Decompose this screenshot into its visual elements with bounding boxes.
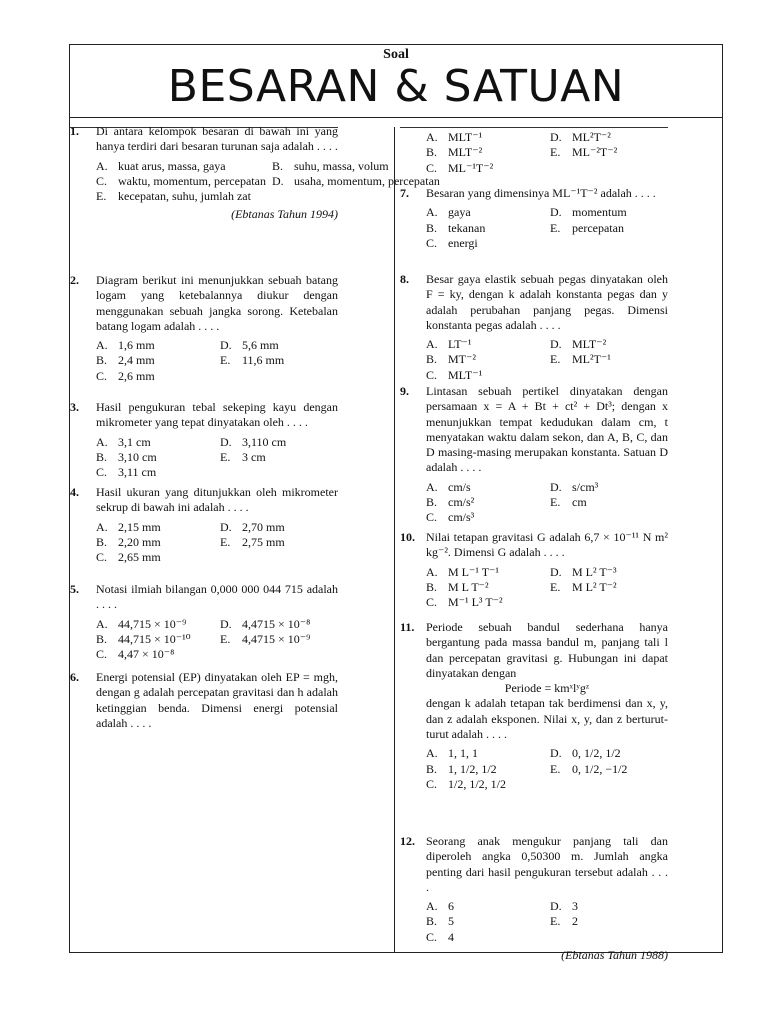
question-source: (Ebtanas Tahun 1988) <box>561 948 668 963</box>
answer-options <box>96 338 338 384</box>
option-letter: C. <box>96 173 108 188</box>
option-letter: B. <box>271 158 283 173</box>
option-letter: B. <box>96 353 108 368</box>
answer-option <box>96 353 214 368</box>
option-text: waktu, momentum, percepatan <box>118 173 266 188</box>
option-text: M⁻¹ L³ T⁻² <box>448 595 503 610</box>
option-letter: D. <box>550 746 562 761</box>
option-letter: E. <box>220 534 231 549</box>
question-item <box>70 582 338 662</box>
option-text: 1,6 mm <box>118 338 155 353</box>
question-item <box>70 124 440 223</box>
option-letter: E. <box>220 449 231 464</box>
question-item <box>400 384 668 526</box>
answer-option <box>220 520 338 535</box>
answer-option <box>550 899 668 914</box>
answer-options <box>426 205 668 251</box>
option-text: cm/s³ <box>448 510 475 525</box>
option-letter: B. <box>426 579 438 594</box>
answer-option <box>550 480 668 495</box>
question-item <box>400 186 668 251</box>
option-text: 2 <box>572 914 578 929</box>
option-letter: A. <box>426 205 438 220</box>
option-text: 0, 1/2, 1/2 <box>572 746 621 761</box>
question-number: 11. <box>400 620 415 634</box>
option-text: LT⁻¹ <box>448 337 472 352</box>
option-letter: B. <box>426 495 438 510</box>
option-text: 5,6 mm <box>242 338 279 353</box>
answer-option <box>426 746 544 761</box>
option-text: cm/s <box>448 479 471 494</box>
option-letter: E. <box>550 914 561 929</box>
option-text: MLT⁻¹ <box>448 130 483 144</box>
option-letter: B. <box>96 534 108 549</box>
answer-option <box>550 565 668 580</box>
answer-option <box>550 145 668 160</box>
question-item <box>70 273 338 384</box>
option-letter: D. <box>271 173 284 188</box>
option-text: 1, 1, 1 <box>448 746 478 761</box>
question-item <box>400 620 668 792</box>
answer-options <box>426 480 668 526</box>
question-number: 4. <box>70 485 79 499</box>
answer-option <box>96 535 214 550</box>
option-letter: C. <box>96 465 108 480</box>
question-text: Hasil ukuran yang ditunjukkan oleh mikrometer sekrup di bawah ini adalah . . . . <box>96 485 338 515</box>
option-text: 2,75 mm <box>242 534 285 549</box>
option-text: ML⁻¹T⁻² <box>448 160 494 175</box>
answer-option <box>426 777 544 792</box>
question-number: 7. <box>400 186 409 200</box>
answer-option <box>96 189 266 204</box>
option-letter: B. <box>426 914 438 929</box>
option-text: 2,4 mm <box>118 353 155 368</box>
question-item <box>400 834 668 963</box>
option-letter: E. <box>550 579 561 594</box>
option-letter: E. <box>550 352 561 367</box>
answer-option <box>426 762 544 777</box>
option-text: MT⁻² <box>448 352 476 367</box>
option-letter: D. <box>220 434 232 449</box>
option-text: 3,10 cm <box>118 449 157 464</box>
option-letter: B. <box>426 761 438 776</box>
answer-option <box>426 899 544 914</box>
option-letter: B. <box>426 352 438 367</box>
answer-option <box>96 647 214 662</box>
option-letter: B. <box>96 449 108 464</box>
option-letter: B. <box>426 220 438 235</box>
page-title: BESARAN & SATUAN <box>167 61 625 112</box>
answer-option <box>426 161 544 176</box>
answer-option <box>426 565 544 580</box>
option-text: 6 <box>448 899 454 914</box>
option-text: 3,11 cm <box>118 465 157 480</box>
answer-option <box>550 352 668 367</box>
option-text: 0, 1/2, −1/2 <box>572 761 628 776</box>
option-text: 3,1 cm <box>118 434 151 449</box>
option-letter: D. <box>550 899 562 914</box>
answer-option <box>550 495 668 510</box>
answer-option <box>96 617 214 632</box>
option-letter: D. <box>550 564 562 579</box>
option-letter: C. <box>426 776 438 791</box>
option-text: ML²T⁻¹ <box>572 352 611 367</box>
option-text: cm/s² <box>448 495 475 510</box>
option-text: 2,65 mm <box>118 550 161 565</box>
option-letter: C. <box>96 647 108 662</box>
answer-option <box>550 580 668 595</box>
option-letter: E. <box>550 495 561 510</box>
answer-options <box>96 158 440 205</box>
question-item <box>70 670 338 731</box>
question-text: Besar gaya elastik sebuah pegas dinyatakan oleh F = ky, dengan k adalah konstanta pegas dan y adalah perubahan panjang pegas. Dimensi konstanta pegas adalah . . . . <box>426 272 668 332</box>
question-text-continued: dengan k adalah tetapan tak berdimensi dan x, y, dan z adalah eksponen. Nilai x, y, dan z berturut-turut adalah . . . . <box>426 696 668 742</box>
option-text: tekanan <box>448 220 486 235</box>
answer-option <box>220 632 338 647</box>
answer-option <box>96 338 214 353</box>
option-letter: E. <box>550 220 561 235</box>
answer-option <box>426 495 544 510</box>
option-letter: C. <box>426 595 438 610</box>
option-letter: D. <box>550 337 562 352</box>
question-item <box>70 485 338 565</box>
option-text: 2,70 mm <box>242 519 285 534</box>
option-letter: A. <box>96 338 108 353</box>
option-text: M L² T⁻² <box>572 579 617 594</box>
option-text: 5 <box>448 914 454 929</box>
answer-option <box>96 369 214 384</box>
option-letter: A. <box>96 158 108 173</box>
answer-option <box>96 174 266 189</box>
option-text: 2,6 mm <box>118 368 155 383</box>
option-letter: B. <box>96 631 108 646</box>
answer-option <box>550 205 668 220</box>
question-text: Energi potensial (EP) dinyatakan oleh EP = mgh, dengan g adalah percepatan gravitasi dan h adalah ketinggian benda. Dimensi energi potensial adalah . . . . <box>96 670 338 730</box>
option-text: 2,15 mm <box>118 519 161 534</box>
option-text: 3,110 cm <box>242 434 287 449</box>
option-text: 1, 1/2, 1/2 <box>448 761 497 776</box>
answer-option <box>426 236 544 251</box>
answer-options <box>426 899 668 945</box>
option-letter: D. <box>550 130 562 144</box>
question-item <box>400 272 668 383</box>
answer-option <box>220 435 338 450</box>
answer-option <box>426 337 544 352</box>
option-text: 2,20 mm <box>118 534 161 549</box>
option-letter: A. <box>96 519 108 534</box>
question-number: 1. <box>70 124 79 138</box>
answer-option <box>426 930 544 945</box>
option-letter: A. <box>426 564 438 579</box>
answer-option <box>426 130 544 145</box>
option-text: M L² T⁻³ <box>572 564 617 579</box>
header <box>70 45 722 118</box>
option-letter: C. <box>426 160 438 175</box>
question-text: Besaran yang dimensinya ML⁻¹T⁻² adalah . . . . <box>426 186 656 200</box>
question-number: 8. <box>400 272 409 286</box>
question-number: 9. <box>400 384 409 398</box>
option-letter: E. <box>220 631 231 646</box>
answer-options <box>96 435 338 481</box>
option-text: ML²T⁻² <box>572 130 611 144</box>
answer-option <box>426 205 544 220</box>
question-text: Seorang anak mengukur panjang tali dan diperoleh angka 0,50300 m. Jumlah angka penting dari hasil pengukuran tersebut adalah . . . . <box>426 834 668 894</box>
option-text: 1/2, 1/2, 1/2 <box>448 776 507 791</box>
answer-option <box>220 450 338 465</box>
question-item <box>400 530 668 610</box>
answer-option <box>96 450 214 465</box>
option-letter: C. <box>426 929 438 944</box>
answer-option <box>426 368 544 383</box>
option-letter: A. <box>426 130 438 144</box>
column-divider <box>394 127 395 953</box>
answer-options <box>96 617 338 663</box>
answer-options <box>426 337 668 383</box>
answer-option <box>426 221 544 236</box>
answer-options <box>426 565 668 611</box>
option-text: percepatan <box>572 220 624 235</box>
question-number: 12. <box>400 834 415 848</box>
option-letter: B. <box>426 145 438 160</box>
question-text: Lintasan sebuah pertikel dinyatakan dengan persamaan x = A + Bt + ct² + Dt³; dengan x menunjukkan tempat kedudukan dalam cm, t menyatakan waktu dalam sekon, dan A, B, C, dan D masing-masing merupakan konstanta. Satuan D adalah . . . . <box>426 384 668 475</box>
option-letter: D. <box>550 479 562 494</box>
option-letter: E. <box>550 761 561 776</box>
answer-option <box>96 550 214 565</box>
option-letter: A. <box>426 746 438 761</box>
option-text: 4,4715 × 10⁻⁸ <box>242 616 311 631</box>
option-text: 4 <box>448 929 454 944</box>
option-letter: A. <box>426 899 438 914</box>
question-number: 10. <box>400 530 415 544</box>
answer-option <box>426 595 544 610</box>
option-text: MLT⁻² <box>572 337 607 352</box>
answer-options <box>426 746 668 792</box>
answer-option <box>220 617 338 632</box>
option-text: kecepatan, suhu, jumlah zat <box>118 189 251 204</box>
option-text: MLT⁻² <box>448 145 483 160</box>
question-item <box>400 126 668 176</box>
answer-option <box>550 221 668 236</box>
answer-options <box>426 130 668 176</box>
option-letter: C. <box>426 235 438 250</box>
option-text: energi <box>448 235 478 250</box>
answer-option <box>96 159 266 174</box>
question-number: 6. <box>70 670 79 684</box>
option-letter: C. <box>96 368 108 383</box>
header-label: Soal <box>383 47 409 62</box>
option-text: momentum <box>572 205 627 220</box>
answer-option <box>426 480 544 495</box>
option-text: 4,47 × 10⁻⁸ <box>118 647 175 662</box>
answer-option <box>550 337 668 352</box>
option-letter: C. <box>426 510 438 525</box>
option-letter: D. <box>220 616 232 631</box>
option-text: M L⁻¹ T⁻¹ <box>448 564 499 579</box>
option-letter: E. <box>550 145 561 160</box>
question-number: 5. <box>70 582 79 596</box>
question-text: Di antara kelompok besaran di bawah ini yang hanya terdiri dari besaran turunan saja adalah . . . . <box>96 124 338 154</box>
answer-option <box>426 510 544 525</box>
answer-option <box>220 353 338 368</box>
option-text: MLT⁻¹ <box>448 367 483 382</box>
option-letter: E. <box>96 189 107 204</box>
option-letter: C. <box>96 550 108 565</box>
question-number: 3. <box>70 400 79 414</box>
question-text: Notasi ilmiah bilangan 0,000 000 044 715 adalah . . . . <box>96 582 338 612</box>
question-item <box>70 400 338 480</box>
option-letter: D. <box>220 519 232 534</box>
answer-option <box>426 914 544 929</box>
answer-option <box>96 465 214 480</box>
question-formula: Periode = kmˣlʸgᶻ <box>504 681 590 696</box>
answer-option <box>96 632 214 647</box>
option-letter: C. <box>426 367 438 382</box>
answer-option <box>426 352 544 367</box>
option-text: usaha, momentum, percepatan <box>293 173 440 188</box>
option-text: 44,715 × 10⁻⁹ <box>118 616 187 631</box>
option-letter: A. <box>426 479 438 494</box>
question-text: Periode sebuah bandul sederhana hanya bergantung pada massa bandul m, panjang tali l dan percepatan gravitasi g. Hubungan ini dapat dinyatakan dengan <box>426 620 668 680</box>
option-letter: D. <box>550 205 562 220</box>
option-text: gaya <box>448 205 471 220</box>
answer-option <box>96 435 214 450</box>
option-text: M L T⁻² <box>448 579 489 594</box>
question-text: Diagram berikut ini menunjukkan sebuah batang logam yang ketebalannya diukur dengan menggunakan sebuah jangka sorong. Ketebalan batang logam adalah . . . . <box>96 273 338 333</box>
option-text: cm <box>572 495 587 510</box>
option-letter: A. <box>96 616 108 631</box>
option-text: suhu, massa, volum <box>293 158 389 173</box>
answer-option <box>426 145 544 160</box>
option-text: s/cm³ <box>572 479 599 494</box>
option-text: 44,715 × 10⁻¹⁰ <box>118 631 191 646</box>
option-text: 3 cm <box>242 449 266 464</box>
option-text: kuat arus, massa, gaya <box>118 158 226 173</box>
answer-option <box>220 535 338 550</box>
question-text: Nilai tetapan gravitasi G adalah 6,7 × 10⁻¹¹ N m² kg⁻². Dimensi G adalah . . . . <box>426 530 668 560</box>
answer-option <box>220 338 338 353</box>
answer-option <box>550 762 668 777</box>
answer-option <box>550 130 668 145</box>
answer-option <box>96 520 214 535</box>
answer-option <box>550 746 668 761</box>
option-text: 3 <box>572 899 578 914</box>
answer-options <box>96 520 338 566</box>
answer-option <box>550 914 668 929</box>
option-text: 11,6 mm <box>242 353 285 368</box>
question-number: 2. <box>70 273 79 287</box>
option-letter: E. <box>220 353 231 368</box>
option-letter: A. <box>96 434 108 449</box>
question-source: (Ebtanas Tahun 1994) <box>231 207 338 222</box>
option-text: 4,4715 × 10⁻⁹ <box>242 631 311 646</box>
option-letter: D. <box>220 338 232 353</box>
question-text: Hasil pengukuran tebal sekeping kayu dengan mikrometer yang tepat dinyatakan oleh . . . . <box>96 400 338 430</box>
option-text: ML⁻²T⁻² <box>572 145 618 160</box>
answer-option <box>426 580 544 595</box>
option-letter: A. <box>426 337 438 352</box>
